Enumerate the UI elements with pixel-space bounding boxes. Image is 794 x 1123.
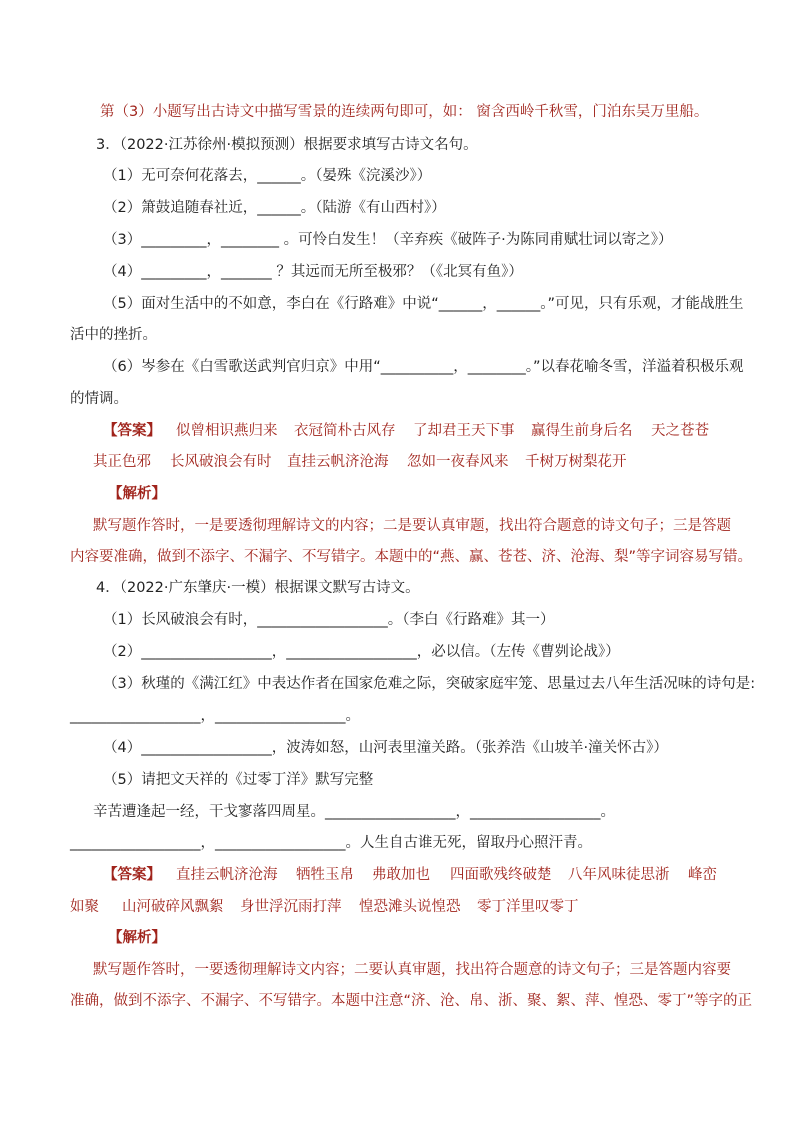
q4-answer: 牺牲玉帛: [296, 867, 354, 883]
q4-answer: 峰峦: [688, 867, 717, 883]
q4-answer-tag: 【答案】: [103, 867, 161, 883]
q3-item-2: （2）箫鼓追随春社近，______。（陆游《有山西村》）: [103, 200, 446, 216]
q3-answer: 似曾相识燕归来: [176, 423, 278, 439]
q4-answer: 如聚: [70, 899, 99, 915]
q3-analysis-line-1: 默写题作答时，一是要透彻理解诗文的内容；二是要认真审题，找出符合题意的诗文句子；三是答题: [93, 518, 731, 534]
q3-answer: 长风破浪会有时: [170, 454, 272, 470]
q3-analysis-tag: 【解析】: [108, 486, 166, 502]
intro-note: 第（3）小题写出古诗文中描写雪景的连续两句即可，如： 窗含西岭千秋雪，门泊东吴万里船。: [100, 104, 709, 120]
q3-answer: 赢得生前身后名: [531, 423, 633, 439]
q3-answer: 其正色邪: [93, 454, 151, 470]
q4-item-5: （5）请把文天祥的《过零丁洋》默写完整: [103, 772, 374, 788]
q3-answer: 了却君王天下事: [413, 423, 515, 439]
q4-analysis-line-2: 准确，做到不添字、不漏字、不写错字。本题中注意“济、沧、帛、浙、聚、絮、萍、惶恐、零丁”等字的正: [70, 993, 753, 1009]
q4-answer: 四面歌残终破楚: [450, 867, 552, 883]
q4-answer: 身世浮沉雨打萍: [240, 899, 342, 915]
q4-answer: 山河破碎风飘絮: [122, 899, 224, 915]
q3-answer: 天之苍苍: [651, 423, 709, 439]
q4-answer: 惶恐滩头说惶恐: [359, 899, 461, 915]
q4-item-4: （4）__________________，波涛如怒，山河表里潼关路。（张养浩《山坡羊·潼关怀古》）: [103, 740, 668, 756]
q4-answer: 直挂云帆济沧海: [176, 867, 278, 883]
q3-item-6: （6）岑参在《白雪歌送武判官归京》中用“__________，________。”以春花喻冬雪，洋溢着积极乐观: [103, 359, 744, 375]
q4-analysis-line-1: 默写题作答时，一要透彻理解诗文内容；二要认真审题，找出符合题意的诗文句子；三是答题内容要: [93, 962, 731, 978]
q3-answer-tag: 【答案】: [103, 423, 161, 439]
q3-item-1: （1）无可奈何花落去，______。（晏殊《浣溪沙》）: [103, 168, 432, 184]
q4-item-3-cont: __________________，__________________。: [70, 708, 360, 724]
q3-analysis-line-2: 内容要准确，做到不添字、不漏字、不写错字。本题中的“燕、赢、苍苍、济、沧海、梨”等字词容易写错。: [70, 549, 753, 565]
q4-item-2: （2）__________________，__________________，必以信。（左传《曹刿论战》）: [103, 644, 620, 660]
q4-answer: 八年风味徒思浙: [568, 867, 670, 883]
q4-item-1: （1）长风破浪会有时，__________________。（李白《行路难》其一）: [103, 612, 555, 628]
q3-item-3: （3）_________，________ 。可怜白发生！（辛弃疾《破阵子·为陈同甫赋壮词以寄之》）: [103, 232, 673, 248]
q3-item-6-cont: 的情调。: [70, 391, 128, 407]
q4-item-3: （3）秋瑾的《满江红》中表达作者在国家危难之际，突破家庭牢笼、思量过去八年生活况味的诗句是:: [103, 676, 756, 692]
q3-answer: 直挂云帆济沧海: [287, 454, 389, 470]
q3-stem: 3．（2022·江苏徐州·模拟预测）根据要求填写古诗文名句。: [96, 137, 478, 153]
q4-analysis-tag: 【解析】: [108, 930, 166, 946]
q4-stem: 4．（2022·广东肇庆·一模）根据课文默写古诗文。: [96, 580, 420, 596]
q4-answer: 弗敢加也: [372, 867, 430, 883]
q3-answer: 千树万树梨花开: [525, 454, 627, 470]
q4-answer: 零丁洋里叹零丁: [477, 899, 579, 915]
q4-item-5-line-2: __________________，__________________。人生自古谁无死，留取丹心照汗青。: [70, 835, 592, 851]
q3-item-5-cont: 活中的挫折。: [70, 327, 157, 343]
q3-answer: 忽如一夜春风来: [407, 454, 509, 470]
q4-item-5-line-1: 辛苦遭逢起一经，干戈寥落四周星。__________________，__________________。: [93, 804, 615, 820]
q3-item-4: （4）_________，_______ ？其远而无所至极邪？（《北冥有鱼》）: [103, 264, 523, 280]
q3-answer: 衣冠简朴古风存: [294, 423, 396, 439]
q3-item-5: （5）面对生活中的不如意，李白在《行路难》中说“______，______。”可见，只有乐观，才能战胜生: [103, 296, 744, 312]
